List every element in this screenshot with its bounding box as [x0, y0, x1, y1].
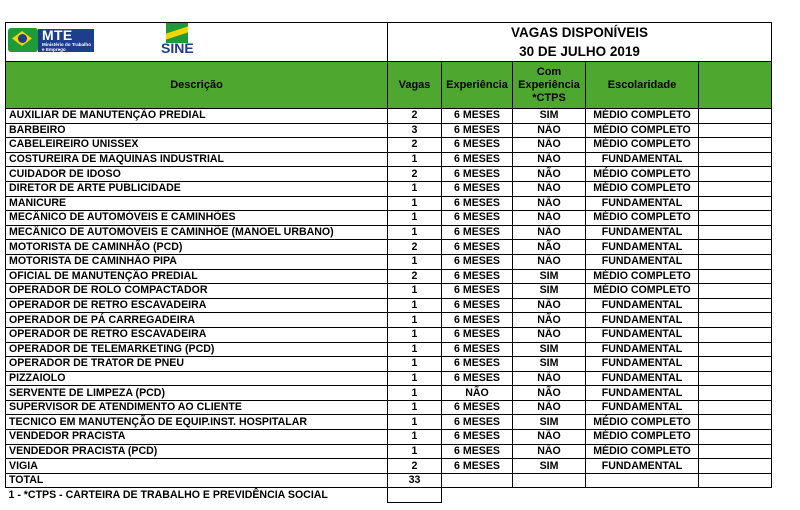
cell-escolaridade: MÉDIO COMPLETO [586, 415, 699, 430]
cell-descricao: OPERADOR DE TRATOR DE PNEU [6, 357, 388, 372]
cell-ctps: SIM [513, 269, 586, 284]
total-label: TOTAL [6, 473, 388, 488]
cell-empty [699, 254, 772, 269]
cell-vagas: 1 [388, 357, 442, 372]
cell-empty [699, 109, 772, 124]
header-escolaridade: Escolaridade [586, 62, 699, 109]
cell-vagas: 2 [388, 269, 442, 284]
cell-experiencia: 6 MESES [442, 400, 513, 415]
cell-vagas: 1 [388, 254, 442, 269]
cell-vagas: 1 [388, 400, 442, 415]
footnote-empty [699, 488, 772, 503]
table-row [6, 225, 772, 240]
table-row [6, 313, 772, 328]
cell-empty [699, 284, 772, 299]
cell-experiencia: 6 MESES [442, 167, 513, 182]
cell-ctps: SIM [513, 342, 586, 357]
cell-escolaridade: FUNDAMENTAL [586, 357, 699, 372]
table-row [6, 342, 772, 357]
cell-escolaridade: FUNDAMENTAL [586, 152, 699, 167]
page-date: 30 DE JULHO 2019 [519, 44, 640, 59]
logos-cell [6, 23, 388, 62]
cell-escolaridade: MÉDIO COMPLETO [586, 181, 699, 196]
header-row [6, 62, 772, 109]
cell-vagas: 1 [388, 371, 442, 386]
cell-descricao: OPERADOR DE RETRO ESCAVADEIRA [6, 327, 388, 342]
cell-vagas: 1 [388, 181, 442, 196]
cell-descricao: MANICURE [6, 196, 388, 211]
title-cell [388, 23, 772, 62]
cell-escolaridade: MÉDIO COMPLETO [586, 430, 699, 445]
cell-experiencia: 6 MESES [442, 123, 513, 138]
footnote-empty [513, 488, 586, 503]
cell-experiencia: 6 MESES [442, 240, 513, 255]
cell-ctps: NÃO [513, 167, 586, 182]
cell-escolaridade: FUNDAMENTAL [586, 240, 699, 255]
cell-empty [699, 342, 772, 357]
cell-descricao: COSTUREIRA DE MAQUINAS INDUSTRIAL [6, 152, 388, 167]
cell-experiencia: 6 MESES [442, 196, 513, 211]
table-row [6, 123, 772, 138]
header-experiencia: Experiência [442, 62, 513, 109]
cell-empty [699, 371, 772, 386]
sine-logo: SINE [156, 23, 216, 59]
cell-experiencia: 6 MESES [442, 211, 513, 226]
cell-escolaridade: MÉDIO COMPLETO [586, 138, 699, 153]
cell-vagas: 1 [388, 211, 442, 226]
cell-empty [699, 327, 772, 342]
header-descricao: Descrição [6, 62, 388, 109]
cell-experiencia: 6 MESES [442, 342, 513, 357]
cell-empty [699, 152, 772, 167]
cell-escolaridade: MÉDIO COMPLETO [586, 284, 699, 299]
table-row [6, 240, 772, 255]
cell-vagas: 2 [388, 459, 442, 474]
cell-escolaridade: MÉDIO COMPLETO [586, 167, 699, 182]
cell-descricao: MECÂNICO DE AUTOMÓVEIS E CAMINHÕES [6, 211, 388, 226]
cell-descricao: OPERADOR DE ROLO COMPACTADOR [6, 284, 388, 299]
cell-ctps: NÃO [513, 371, 586, 386]
cell-escolaridade: MÉDIO COMPLETO [586, 269, 699, 284]
cell-experiencia: 6 MESES [442, 284, 513, 299]
cell-descricao: OFICIAL DE MANUTENÇÃO PREDIAL [6, 269, 388, 284]
cell-experiencia: 6 MESES [442, 444, 513, 459]
footnote-empty [586, 488, 699, 503]
cell-vagas: 2 [388, 109, 442, 124]
cell-descricao: OPERADOR DE TELEMARKETING (PCD) [6, 342, 388, 357]
cell-ctps: NÃO [513, 181, 586, 196]
title-row [6, 23, 772, 62]
cell-descricao: VIGIA [6, 459, 388, 474]
cell-experiencia: 6 MESES [442, 298, 513, 313]
cell-empty [699, 459, 772, 474]
cell-vagas: 1 [388, 444, 442, 459]
footnote-row [6, 488, 772, 503]
cell-ctps: NÃO [513, 298, 586, 313]
cell-empty [699, 298, 772, 313]
cell-escolaridade: MÉDIO COMPLETO [586, 109, 699, 124]
cell-ctps: NÃO [513, 254, 586, 269]
cell-descricao: TECNICO EM MANUTENÇÃO DE EQUIP.INST. HOSPITALAR [6, 415, 388, 430]
cell-vagas: 2 [388, 138, 442, 153]
table-row [6, 327, 772, 342]
cell-empty [699, 313, 772, 328]
table-row [6, 109, 772, 124]
cell-experiencia: 6 MESES [442, 313, 513, 328]
cell-escolaridade: MÉDIO COMPLETO [586, 211, 699, 226]
cell-ctps: NÃO [513, 123, 586, 138]
total-row [6, 473, 772, 488]
cell-vagas: 1 [388, 327, 442, 342]
cell-ctps: SIM [513, 109, 586, 124]
cell-vagas: 3 [388, 123, 442, 138]
cell-escolaridade: FUNDAMENTAL [586, 196, 699, 211]
total-empty [513, 473, 586, 488]
cell-vagas: 2 [388, 240, 442, 255]
cell-escolaridade: MÉDIO COMPLETO [586, 123, 699, 138]
total-empty [699, 473, 772, 488]
cell-ctps: NÃO [513, 211, 586, 226]
cell-experiencia: 6 MESES [442, 430, 513, 445]
cell-ctps: NÃO [513, 138, 586, 153]
cell-empty [699, 138, 772, 153]
cell-vagas: 1 [388, 298, 442, 313]
cell-vagas: 1 [388, 196, 442, 211]
cell-descricao: AUXILIAR DE MANUTENÇÃO PREDIAL [6, 109, 388, 124]
header-vagas: Vagas [388, 62, 442, 109]
cell-escolaridade: FUNDAMENTAL [586, 400, 699, 415]
cell-descricao: MOTORISTA DE CAMINHÃO PIPA [6, 254, 388, 269]
cell-empty [699, 167, 772, 182]
header-empty [699, 62, 772, 109]
table-row [6, 386, 772, 401]
cell-descricao: PIZZAIOLO [6, 371, 388, 386]
cell-descricao: VENDEDOR PRACISTA (PCD) [6, 444, 388, 459]
cell-empty [699, 181, 772, 196]
table-row [6, 196, 772, 211]
total-empty [442, 473, 513, 488]
cell-descricao: CUIDADOR DE IDOSO [6, 167, 388, 182]
cell-experiencia: 6 MESES [442, 254, 513, 269]
table-row [6, 152, 772, 167]
cell-escolaridade: FUNDAMENTAL [586, 313, 699, 328]
cell-descricao: OPERADOR DE RETRO ESCAVADEIRA [6, 298, 388, 313]
cell-experiencia: 6 MESES [442, 181, 513, 196]
table-row [6, 138, 772, 153]
cell-experiencia: 6 MESES [442, 138, 513, 153]
cell-empty [699, 211, 772, 226]
cell-empty [699, 123, 772, 138]
cell-ctps: NÃO [513, 240, 586, 255]
table-row [6, 254, 772, 269]
cell-ctps: NÃO [513, 313, 586, 328]
cell-empty [699, 444, 772, 459]
cell-vagas: 1 [388, 415, 442, 430]
cell-vagas: 1 [388, 225, 442, 240]
cell-ctps: NÃO [513, 386, 586, 401]
cell-empty [699, 225, 772, 240]
table-row [6, 269, 772, 284]
table-row [6, 298, 772, 313]
cell-vagas: 2 [388, 167, 442, 182]
cell-empty [699, 269, 772, 284]
cell-escolaridade: FUNDAMENTAL [586, 298, 699, 313]
cell-empty [699, 386, 772, 401]
cell-empty [699, 196, 772, 211]
cell-descricao: SUPERVISOR DE ATENDIMENTO AO CLIENTE [6, 400, 388, 415]
cell-escolaridade: FUNDAMENTAL [586, 342, 699, 357]
cell-escolaridade: FUNDAMENTAL [586, 371, 699, 386]
cell-experiencia: 6 MESES [442, 152, 513, 167]
cell-descricao: OPERADOR DE PÁ CARREGADEIRA [6, 313, 388, 328]
cell-escolaridade: MÉDIO COMPLETO [586, 444, 699, 459]
mte-logo: MTE Ministério do Trabalho e Emprego [8, 26, 94, 54]
cell-descricao: SERVENTE DE LIMPEZA (PCD) [6, 386, 388, 401]
table-row [6, 444, 772, 459]
cell-experiencia: 6 MESES [442, 357, 513, 372]
cell-ctps: NÃO [513, 430, 586, 445]
cell-empty [699, 357, 772, 372]
cell-experiencia: 6 MESES [442, 415, 513, 430]
cell-experiencia: NÃO [442, 386, 513, 401]
cell-ctps: NÃO [513, 327, 586, 342]
cell-escolaridade: FUNDAMENTAL [586, 327, 699, 342]
cell-vagas: 1 [388, 430, 442, 445]
footnote: 1 - *CTPS - CARTEIRA DE TRABALHO E PREVIDÊNCIA SOCIAL [8, 488, 328, 501]
cell-empty [699, 240, 772, 255]
cell-experiencia: 6 MESES [442, 459, 513, 474]
cell-vagas: 1 [388, 284, 442, 299]
cell-descricao: MOTORISTA DE CAMINHÃO (PCD) [6, 240, 388, 255]
cell-descricao: VENDEDOR PRACISTA [6, 430, 388, 445]
page-title: VAGAS DISPONÍVEIS [511, 25, 649, 40]
cell-descricao: CABELEIREIRO UNISSEX [6, 138, 388, 153]
table-row [6, 211, 772, 226]
header-com-experiencia: Com Experiência *CTPS [513, 62, 586, 109]
footnote-empty [388, 488, 442, 503]
vacancies-table [5, 22, 772, 503]
cell-ctps: NÃO [513, 152, 586, 167]
cell-ctps: SIM [513, 284, 586, 299]
cell-escolaridade: FUNDAMENTAL [586, 254, 699, 269]
table-row [6, 181, 772, 196]
table-row [6, 167, 772, 182]
cell-ctps: NÃO [513, 400, 586, 415]
total-empty [586, 473, 699, 488]
table-row [6, 459, 772, 474]
cell-ctps: SIM [513, 415, 586, 430]
cell-vagas: 1 [388, 386, 442, 401]
cell-experiencia: 6 MESES [442, 225, 513, 240]
cell-vagas: 1 [388, 342, 442, 357]
cell-escolaridade: FUNDAMENTAL [586, 386, 699, 401]
table-row [6, 371, 772, 386]
cell-descricao: DIRETOR DE ARTE PUBLICIDADE [6, 181, 388, 196]
cell-escolaridade: FUNDAMENTAL [586, 459, 699, 474]
footnote-empty [442, 488, 513, 503]
cell-empty [699, 400, 772, 415]
table-row [6, 400, 772, 415]
cell-ctps: SIM [513, 357, 586, 372]
table-row [6, 357, 772, 372]
cell-descricao: BARBEIRO [6, 123, 388, 138]
table-row [6, 284, 772, 299]
total-value: 33 [388, 473, 442, 488]
cell-ctps: SIM [513, 459, 586, 474]
cell-vagas: 1 [388, 313, 442, 328]
cell-empty [699, 415, 772, 430]
table-row [6, 430, 772, 445]
cell-descricao: MECÂNICO DE AUTOMÓVEIS E CAMINHÕE (MANOEL URBANO) [6, 225, 388, 240]
cell-empty [699, 430, 772, 445]
cell-experiencia: 6 MESES [442, 269, 513, 284]
cell-vagas: 1 [388, 152, 442, 167]
cell-ctps: NÃO [513, 444, 586, 459]
cell-ctps: NÃO [513, 196, 586, 211]
cell-escolaridade: FUNDAMENTAL [586, 225, 699, 240]
cell-ctps: NÃO [513, 225, 586, 240]
table-row [6, 415, 772, 430]
cell-experiencia: 6 MESES [442, 371, 513, 386]
cell-experiencia: 6 MESES [442, 327, 513, 342]
job-vacancies-sheet [5, 22, 771, 503]
cell-experiencia: 6 MESES [442, 109, 513, 124]
